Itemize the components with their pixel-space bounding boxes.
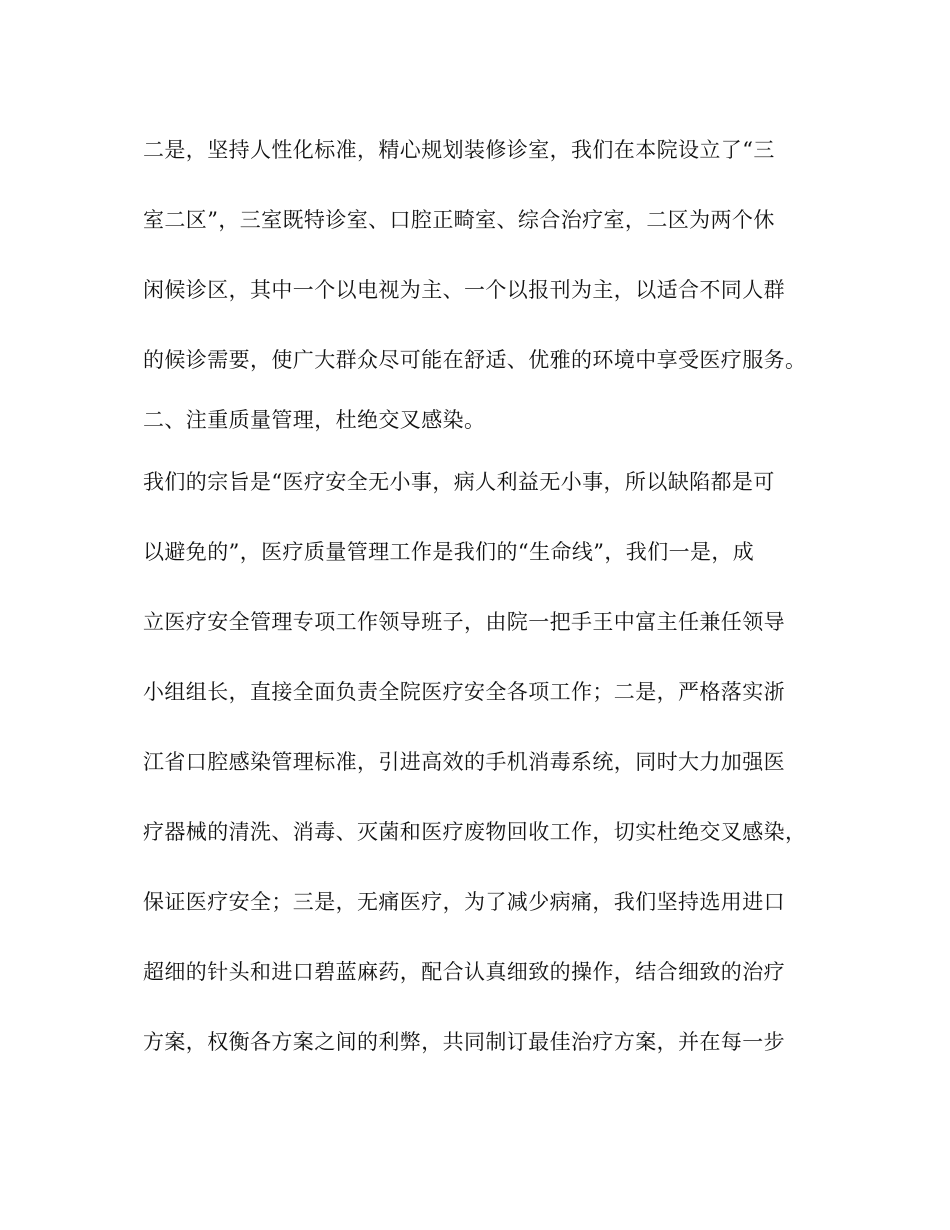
paragraph-line: 室二区”，三室既特诊室、口腔正畸室、综合治疗室，二区为两个休: [143, 208, 775, 232]
section-heading: 二、注重质量管理，杜绝交叉感染。: [143, 408, 486, 432]
paragraph-line: 小组组长，直接全面负责全院医疗安全各项工作；二是，严格落实浙: [143, 680, 785, 704]
paragraph-line: 江省口腔感染管理标准，引进高效的手机消毒系统，同时大力加强医: [143, 750, 785, 774]
paragraph-line: 闲候诊区，其中一个以电视为主、一个以报刊为主，以适合不同人群: [143, 278, 785, 302]
paragraph-line: 超细的针头和进口碧蓝麻药，配合认真细致的操作，结合细致的治疗: [143, 960, 785, 984]
paragraph-line: 的候诊需要，使广大群众尽可能在舒适、优雅的环境中享受医疗服务。: [143, 348, 807, 372]
paragraph-line: 以避免的”，医疗质量管理工作是我们的“生命线”，我们一是，成: [143, 540, 755, 564]
paragraph-line: 我们的宗旨是“医疗安全无小事，病人利益无小事，所以缺陷都是可: [143, 470, 775, 494]
paragraph-line: 立医疗安全管理专项工作领导班子，由院一把手王中富主任兼任领导: [143, 610, 785, 634]
paragraph-line: 二是，坚持人性化标准，精心规划装修诊室，我们在本院设立了“三: [143, 138, 775, 162]
paragraph-line: 保证医疗安全；三是，无痛医疗，为了减少病痛，我们坚持选用进口: [143, 890, 785, 914]
paragraph-line: 方案，权衡各方案之间的利弊，共同制订最佳治疗方案，并在每一步: [143, 1030, 785, 1054]
paragraph-line: 疗器械的清洗、消毒、灭菌和医疗废物回收工作，切实杜绝交叉感染，: [143, 820, 807, 844]
